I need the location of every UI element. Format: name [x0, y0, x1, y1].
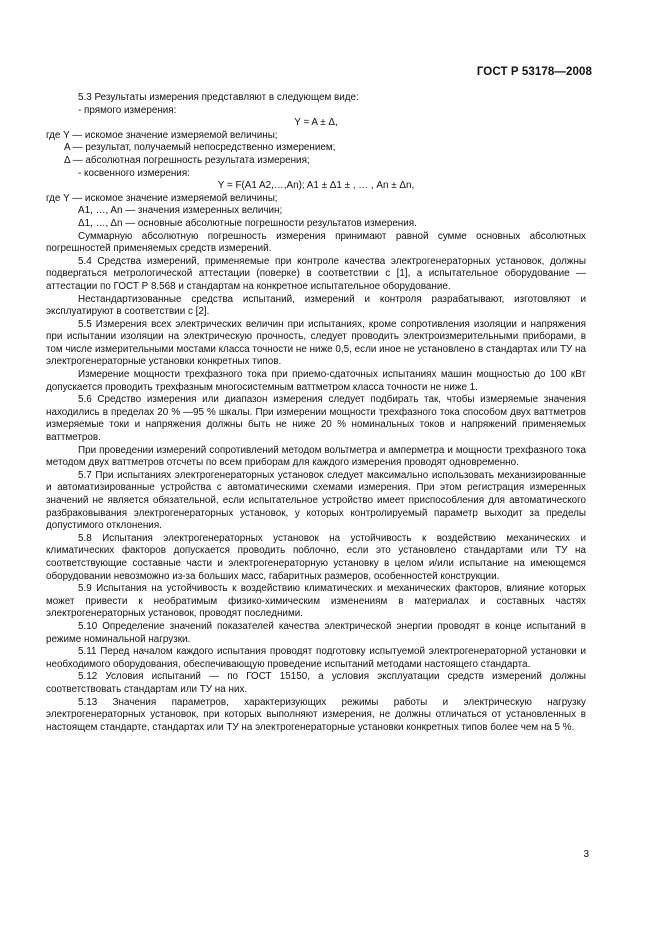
paragraph: Δ — абсолютная погрешность результата измерения;	[64, 154, 310, 166]
page-number: 3	[583, 849, 589, 860]
paragraph: При проведении измерений сопротивлений методом вольтметра и амперметра и мощности трехфазного тока методом двух ваттметров отсчеты по всем приборам для каждого измерения проводят одновременно.	[46, 444, 586, 469]
paragraph: Нестандартизованные средства испытаний, измерений и контроля разрабатывают, изготовляют и эксплуатируют в соответствии с [2].	[46, 293, 586, 318]
paragraph: 5.13 Значения параметров, характеризующих режимы работы и электрическую нагрузку электрогенераторных установок, при которых выполняют измерения, не должны отличаться от установленных в настоящем стандарте, стандартах или ТУ на электрогенераторные установки конкретных типов более чем на 5 %.	[46, 696, 586, 733]
paragraph: - прямого измерения:	[78, 104, 177, 116]
paragraph: Суммарную абсолютную погрешность измерения принимают равной сумме основных абсолютных погрешностей применяемых средств измерений.	[46, 230, 586, 255]
paragraph: Измерение мощности трехфазного тока при приемо-сдаточных испытаниях машин мощностью до 100 кВт допускается проводить трехфазным многосистемным ваттметром класса точности не ниже 1.	[46, 369, 586, 393]
paragraph: 5.6 Средство измерения или диапазон измерения следует подбирать так, чтобы измеряемые значения находились в пределах 20 % —95 % шкалы. При измерении мощности трехфазного тока способом двух ваттметров измеряемые токи и напряжения должны быть не ниже 20 % номинальных токов и напряжений применяемых ваттметров.	[46, 394, 586, 444]
paragraph: 5.8 Испытания электрогенераторных установок на устойчивость к воздействию механических и климатических факторов допускается проводить поблочно, если это установлено стандартами или ТУ на соответствующие составные части и электрогенераторную установку в целом и/или испытание на имеющемся оборудовании невозможно из-за больших масс, габаритных размеров, особенностей конструкции.	[46, 532, 586, 582]
paragraph: где Y — искомое значение измеряемой величины;	[46, 129, 278, 141]
paragraph: Y = F(A1 A2,…,An); A1 ± Δ1 ± , … , An ± Δn,	[217, 180, 415, 192]
document-code: ГОСТ Р 53178—2008	[476, 66, 592, 78]
paragraph: где Y — искомое значение измеряемой величины;	[46, 192, 278, 204]
paragraph: Δ1, …, Δn — основные абсолютные погрешности результатов измерения.	[78, 217, 417, 229]
paragraph: 5.12 Условия испытаний — по ГОСТ 15150, а условия эксплуатации средств измерений должны соответствовать стандартам или ТУ на них.	[46, 671, 586, 695]
paragraph: 5.9 Испытания на устойчивость к воздействию климатических и механических факторов, влияние которых может привести к необратимым физико-химическим изменениям в материалах и составных частях электрогенераторных установок, проводят последними.	[46, 583, 586, 620]
paragraph: Y = A ± Δ,	[294, 117, 338, 129]
paragraph: 5.5 Измерения всех электрических величин при испытаниях, кроме сопротивления изоляции и напряжения при испытании изоляции на электрическую прочность, следует проводить электроизмерительными приборами, в том числе измерительными мостами класса точности не ниже 0,5, если иное не установлено в стандартах или ТУ на электрогенераторные установки конкретных типов.	[46, 318, 586, 368]
paragraph: 5.11 Перед началом каждого испытания проводят подготовку испытуемой электрогенераторной установки и необходимого оборудования, обеспечивающую проведение испытаний методами настоящего стандарта.	[46, 646, 586, 670]
paragraph: A — результат, получаемый непосредственно измерением;	[64, 142, 336, 154]
paragraph: 5.10 Определение значений показателей качества электрической энергии проводят в конце испытаний в режиме номинальной нагрузки.	[46, 620, 586, 645]
document-body	[46, 92, 586, 734]
paragraph: 5.3 Результаты измерения представляют в следующем виде:	[78, 92, 359, 103]
paragraph: 5.7 При испытаниях электрогенераторных установок следует максимально использовать механизированные и автоматизированные устройства с автоматическими схемами измерения. При этом регистрация измеренных значений не является обязательной, если испытательное устройство имеет приспособления для автоматического разбраковывания электрогенераторных установок, у которых контролируемый параметр выходит за пределы допустимого отклонения.	[46, 469, 586, 532]
paragraph: - косвенного измерения:	[78, 167, 190, 179]
paragraph: 5.4 Средства измерений, применяемые при контроле качества электрогенераторных установок, должны подвергаться метрологической аттестации (поверке) в соответствии с [1], а испытательное оборудование — аттестации по ГОСТ Р 8.568 и стандартам на конкретное испытательное оборудование.	[46, 255, 586, 292]
paragraph: A1, …, An — значения измеренных величин;	[78, 205, 283, 217]
